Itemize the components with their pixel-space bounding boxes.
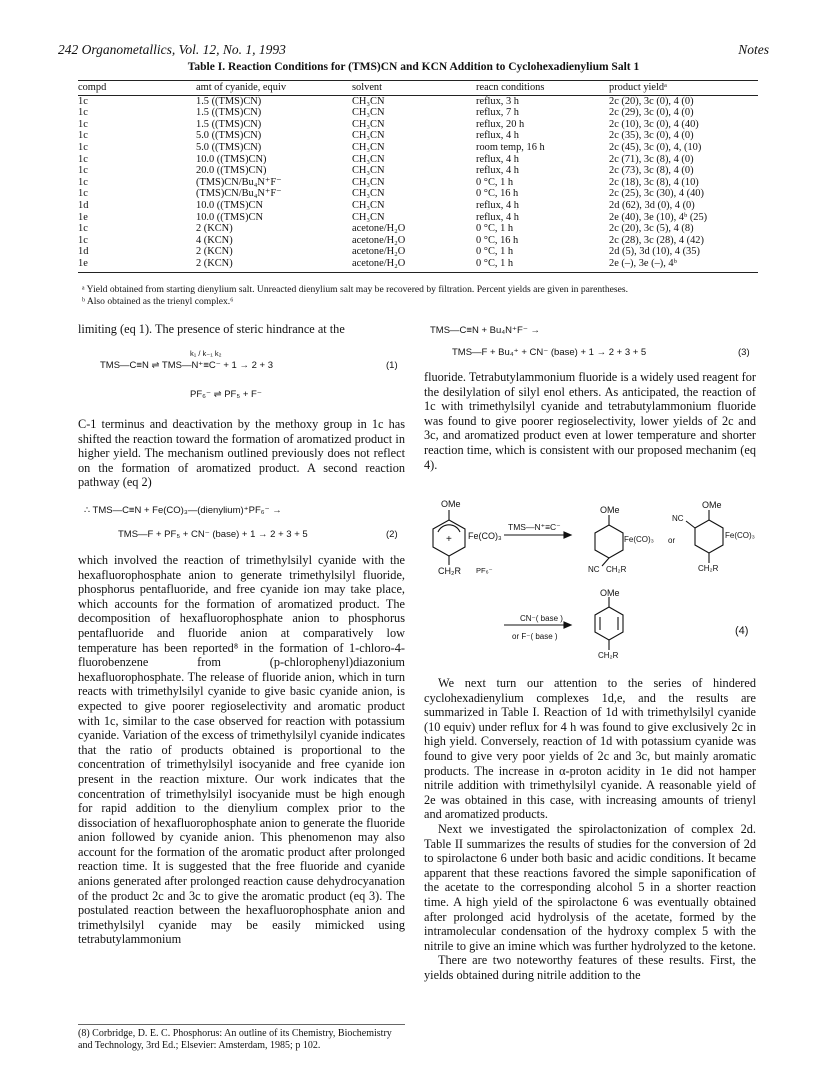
table-row (78, 235, 758, 247)
equation-1-number: (1) (386, 360, 398, 371)
table-row (78, 142, 758, 154)
table-note-b: ᵇ Also obtained as the trienyl complex.⁶ (82, 296, 234, 307)
table-cell: reflux, 7 h (476, 107, 519, 119)
table-cell: 2c (45), 3c (0), 4, (10) (609, 141, 702, 153)
table-cell: 1c (78, 153, 88, 165)
table-cell: 1c (78, 165, 88, 177)
scheme-pf6: PF₆⁻ (476, 566, 493, 575)
scheme-ome-3: OMe (702, 500, 722, 510)
table-footnotes (82, 284, 757, 308)
table-cell: acetone/H₂O (352, 246, 406, 258)
table-cell: 0 °C, 1 h (476, 223, 514, 235)
table-row (78, 154, 758, 166)
table-cell: CH₃CN (352, 153, 385, 165)
table-row (78, 130, 758, 142)
equation-1-line1: TMS—C≡N ⇌ TMS—N⁺≡C⁻ + 1 → 2 + 3 (100, 360, 274, 371)
table-cell: 2e (40), 3e (10), 4ᵇ (25) (609, 211, 708, 223)
table-cell: 5.0 ((TMS)CN) (196, 141, 262, 153)
right-text-body (424, 676, 756, 982)
table-row (78, 246, 758, 258)
scheme-ome-1: OMe (441, 499, 461, 509)
scheme-fe-3: Fe(CO)₃ (725, 531, 755, 540)
table-row (78, 223, 758, 235)
table-cell: 2c (29), 3c (0), 4 (0) (609, 107, 694, 119)
equation-2-number: (2) (386, 529, 398, 540)
table-cell: room temp, 16 h (476, 141, 545, 153)
scheme-nc-1: NC (588, 565, 600, 574)
table-cell: CH₃CN (352, 199, 385, 211)
column-header: reacn conditions (476, 81, 609, 96)
table-cell: 1c (78, 176, 88, 188)
table-cell: 5.0 ((TMS)CN) (196, 130, 262, 142)
table-cell: 0 °C, 16 h (476, 188, 519, 200)
left-text-p1: limiting (eq 1). The presence of steric hindrance at the (78, 322, 345, 336)
table-cell: 0 °C, 1 h (476, 258, 609, 272)
table-cell: acetone/H₂O (352, 223, 406, 235)
equation-2-line1: ∴ TMS—C≡N + Fe(CO)₃—(dienylium)⁺PF₆⁻ → (84, 505, 282, 516)
left-text-p3: which involved the reaction of trimethylsilyl cyanide with the hexafluorophosphate anion to generate trimethylsilyl fluoride, phosphorus pentafluoride, and free cyanide ion may take place, which accounts for the formation of aromatized product. The decomposition of hexafluorophosphate anion to phosphorus pentafluoride and fluoride anion at comparatively low temperature has been reported⁸ in the formation of 1-chloro-4-fluorobenzene from (p-chlorophenyl)diazonium hexafluorophosphate. The release of fluoride anion, which in turn reacts with trimethylsilyl cyanide to give basic cyanide anion, is expected to give poorer regioselectivity and aromatic product with 1c, similar to the case observed for reaction with potassium cyanide. Variation of the excess of trimethylsilyl cyanide indicates that the ratio of products obtained is proportional to the concentration of trimethylsilyl isocyanide and free cyanide ion present in the reaction mixture. Our work indicates that the concentration of trimethylsilyl isocyanide must be high enough for rapid addition to the dienylium complex prior to the dissociation of hexafluorophosphate anion to generate the fluoride anion followed by cyanide anion. This phenomenon may also account for the formation of the aromatic product after prolonged reaction time. It is suggested that the free fluoride and cyanide anions generated after prolonged reaction cause dehydrocyanation of the product 2c and 3c to give the aromatic product (eq 3). The postulated reaction between the hexafluorophosphate anion and trimethylsilyl cyanide may be easily mimicked using tetrabutylammonium (78, 553, 405, 947)
table-cell: 1c (78, 130, 88, 142)
table-cell: 1e (78, 258, 196, 272)
table-cell: CH₃CN (352, 95, 385, 107)
table-cell: 2c (73), 3c (8), 4 (0) (609, 165, 694, 177)
table-cell: 1.5 ((TMS)CN) (196, 95, 262, 107)
table-cell: 20.0 ((TMS)CN) (196, 165, 267, 177)
scheme-ch2r-1: CH₂R (438, 566, 461, 576)
table-cell: 2c (35), 3c (0), 4 (0) (609, 130, 694, 142)
table-cell: reflux, 4 h (476, 130, 519, 142)
table-cell: 1c (78, 234, 88, 246)
section-label: Notes (738, 42, 769, 57)
table-cell: 10.0 ((TMS)CN (196, 211, 263, 223)
scheme-ome-2: OMe (600, 505, 620, 515)
equation-3-number: (3) (738, 347, 750, 358)
table-cell: 1d (78, 246, 89, 258)
table-cell: acetone/H₂O (352, 258, 476, 272)
table-row (78, 212, 758, 224)
equation-4-number: (4) (735, 625, 749, 637)
table-cell: 2 (KCN) (196, 246, 233, 258)
table-cell: 1c (78, 223, 88, 235)
table-cell: 2c (18), 3c (8), 4 (10) (609, 176, 699, 188)
journal-citation: 242 Organometallics, Vol. 12, No. 1, 1993 (58, 42, 286, 57)
table-cell: reflux, 4 h (476, 165, 519, 177)
table-cell: 4 (KCN) (196, 234, 233, 246)
table-cell: 1.5 ((TMS)CN) (196, 107, 262, 119)
table-cell: 2d (62), 3d (0), 4 (0) (609, 199, 695, 211)
table-row (78, 95, 758, 107)
reaction-conditions-table (78, 80, 758, 273)
scheme-ome-4: OMe (600, 588, 620, 598)
table-cell: 10.0 ((TMS)CN) (196, 153, 267, 165)
scheme-ch2r-3: CH₂R (698, 564, 719, 573)
equation-1-rate-constants: k₁ / k₋₁ k₂ (190, 349, 222, 358)
scheme-condition-1: CN⁻( base ) (520, 614, 563, 623)
table-cell: 1c (78, 188, 88, 200)
table-cell: CH₃CN (352, 211, 385, 223)
anisole-ring (595, 607, 623, 640)
product-ring-b (695, 520, 723, 553)
table-cell: 2c (71), 3c (8), 4 (0) (609, 153, 694, 165)
table-cell: 1c (78, 95, 88, 107)
table-cell: reflux, 4 h (476, 153, 519, 165)
equation-3-line2: TMS—F + Bu₄⁺ + CN⁻ (base) + 1 → 2 + 3 + 5 (452, 347, 647, 358)
scheme-condition-2: or F⁻( base ) (512, 632, 558, 641)
table-caption: Table I. Reaction Conditions for (TMS)CN and KCN Addition to Cyclohexadienylium Salt 1 (187, 61, 640, 73)
table-cell: 1e (78, 211, 88, 223)
table-cell: CH₃CN (352, 107, 385, 119)
table-cell: (TMS)CN/Bu₄N⁺F⁻ (196, 188, 282, 200)
table-cell: CH₃CN (352, 165, 385, 177)
table-cell: 2c (10), 3c (0), 4 (40) (609, 118, 699, 130)
table-cell: CH₃CN (352, 141, 385, 153)
equation-2-line2: TMS—F + PF₅ + CN⁻ (base) + 1 → 2 + 3 + 5 (118, 529, 308, 540)
table-cell: 2 (KCN) (196, 223, 233, 235)
table-cell: 2c (28), 3c (28), 4 (42) (609, 234, 704, 246)
table-cell: reflux, 3 h (476, 95, 519, 107)
table-cell: CH₃CN (352, 176, 385, 188)
table-cell: CH₃CN (352, 188, 385, 200)
scheme-or: or (668, 536, 676, 545)
table-cell: 2c (20), 3c (5), 4 (8) (609, 223, 694, 235)
table-cell: (TMS)CN/Bu₄N⁺F⁻ (196, 176, 282, 188)
table-cell: reflux, 4 h (476, 211, 519, 223)
right-text-p2: We next turn our attention to the series of hindered cyclohexadienylium complexes 1d,e, and the results are summarized in Table I. Reaction of 1d with trimethylsilyl cyanide (10 equiv) under reflux for 4 h was found to give exclusively 2c in high yield. Conversely, reaction of 1d with potassium cyanide was found to give very poor yields of 2c and 3c, but mainly aromatic products. The increase in α-proton acidity in 1e did not hamper nitrile addition with trimethylsilyl cyanide. A reasonable yield of 2e was obtained in this case, with increasing amounts of trienyl and aromatized products. (424, 676, 756, 822)
table-header-row (78, 81, 758, 96)
left-text-p2: C-1 terminus and deactivation by the methoxy group in 1c has shifted the reaction toward the formation of aromatized product in higher yield. The mechanism outlined previously does not reflect on the formation of aromatized product. A second reaction pathway (eq 2) (78, 417, 405, 490)
running-header (58, 42, 769, 60)
table-cell: 2e (–), 3e (–), 4ᵇ (609, 258, 758, 272)
table-cell: 1d (78, 199, 89, 211)
table-cell: 2 (KCN) (196, 258, 352, 272)
table-cell: reflux, 20 h (476, 118, 525, 130)
table-cell: 0 °C, 1 h (476, 176, 514, 188)
table-row (78, 165, 758, 177)
table-row (78, 200, 758, 212)
table-cell: 1c (78, 141, 88, 153)
table-cell: 1c (78, 107, 88, 119)
right-text-p1: fluoride. Tetrabutylammonium fluoride is a widely used reagent for the desilylation of silyl enol ethers. As anticipated, the reaction of 1c with trimethylsilyl cyanide and tetrabutylammonium fluoride was found to give poorer regioselectivity, lower yields of 2c and 3c, and aromatized product even at lower temperature and shorter reaction time, which is consistent with our proposed mechanim (eq 4). (424, 370, 756, 472)
table-cell: 2c (25), 3c (30), 4 (40) (609, 188, 704, 200)
right-text-p4: There are two noteworthy features of these results. First, the yields obtained during nitrile addition to the (424, 953, 756, 982)
scheme-plus-sign: + (446, 534, 452, 545)
product-ring-a (595, 525, 623, 558)
table-row (78, 177, 758, 189)
scheme-reagent: TMS—N⁺≡C⁻ (508, 522, 561, 532)
table-cell: 2c (20), 3c (0), 4 (0) (609, 95, 694, 107)
table-cell: reflux, 4 h (476, 199, 519, 211)
column-header: compd (78, 81, 196, 96)
scheme-fe-2: Fe(CO)₃ (624, 535, 654, 544)
table-cell: acetone/H₂O (352, 234, 406, 246)
table-row (78, 258, 758, 272)
table-cell: 10.0 ((TMS)CN (196, 199, 263, 211)
equation-3-line1: TMS—C≡N + Bu₄N⁺F⁻ → (430, 325, 540, 336)
table-cell: CH₃CN (352, 130, 385, 142)
table-row (78, 119, 758, 131)
table-cell: 2d (5), 3d (10), 4 (35) (609, 246, 700, 258)
footnote-8: (8) Corbridge, D. E. C. Phosphorus: An outline of its Chemistry, Biochemistry and Technology, 3rd Ed.; Elsevier: Amsterdam, 1985; p 102. (78, 1024, 405, 1051)
table-cell: 0 °C, 1 h (476, 246, 514, 258)
scheme-ch2r-2: CH₂R (606, 565, 627, 574)
table-cell: 1.5 ((TMS)CN) (196, 118, 262, 130)
table-cell: 1c (78, 118, 88, 130)
equation-1-line2: PF₆⁻ ⇌ PF₅ + F⁻ (190, 389, 262, 400)
right-text-p3: Next we investigated the spirolactonization of complex 2d. Table II summarizes the results of studies for the conversion of 2d to spirolactone 6 under both basic and acidic conditions. It became apparent that these reactions favored the simple saponification of the acetate to the corresponding alcohol 5 in a shorter reaction time. A high yield of the spirolactone 6 was eventually obtained after prolonged acid hydrolysis of the acetate, formed by the intramolecular condensation of the hydroxy complex 5 with the nitrile to give an imine which was further hydrolyzed to the ketone. (424, 821, 756, 953)
scheme-nc-2: NC (672, 514, 684, 523)
column-header: solvent (352, 81, 476, 96)
scheme-structures (424, 495, 759, 665)
table-body (78, 95, 758, 272)
table-cell: CH₃CN (352, 118, 385, 130)
table-row (78, 188, 758, 200)
scheme-fe-1: Fe(CO)₃ (468, 531, 502, 541)
column-header: amt of cyanide, equiv (196, 81, 352, 96)
scheme-ch2r-4: CH₂R (598, 651, 619, 660)
table-row (78, 107, 758, 119)
column-header: product yieldᵃ (609, 81, 758, 96)
table-note-a: ᵃ Yield obtained from starting dienylium salt. Unreacted dienylium salt may be recovered by filtration. Percent yields are given in parentheses. (82, 284, 629, 295)
table-cell: 0 °C, 16 h (476, 234, 519, 246)
